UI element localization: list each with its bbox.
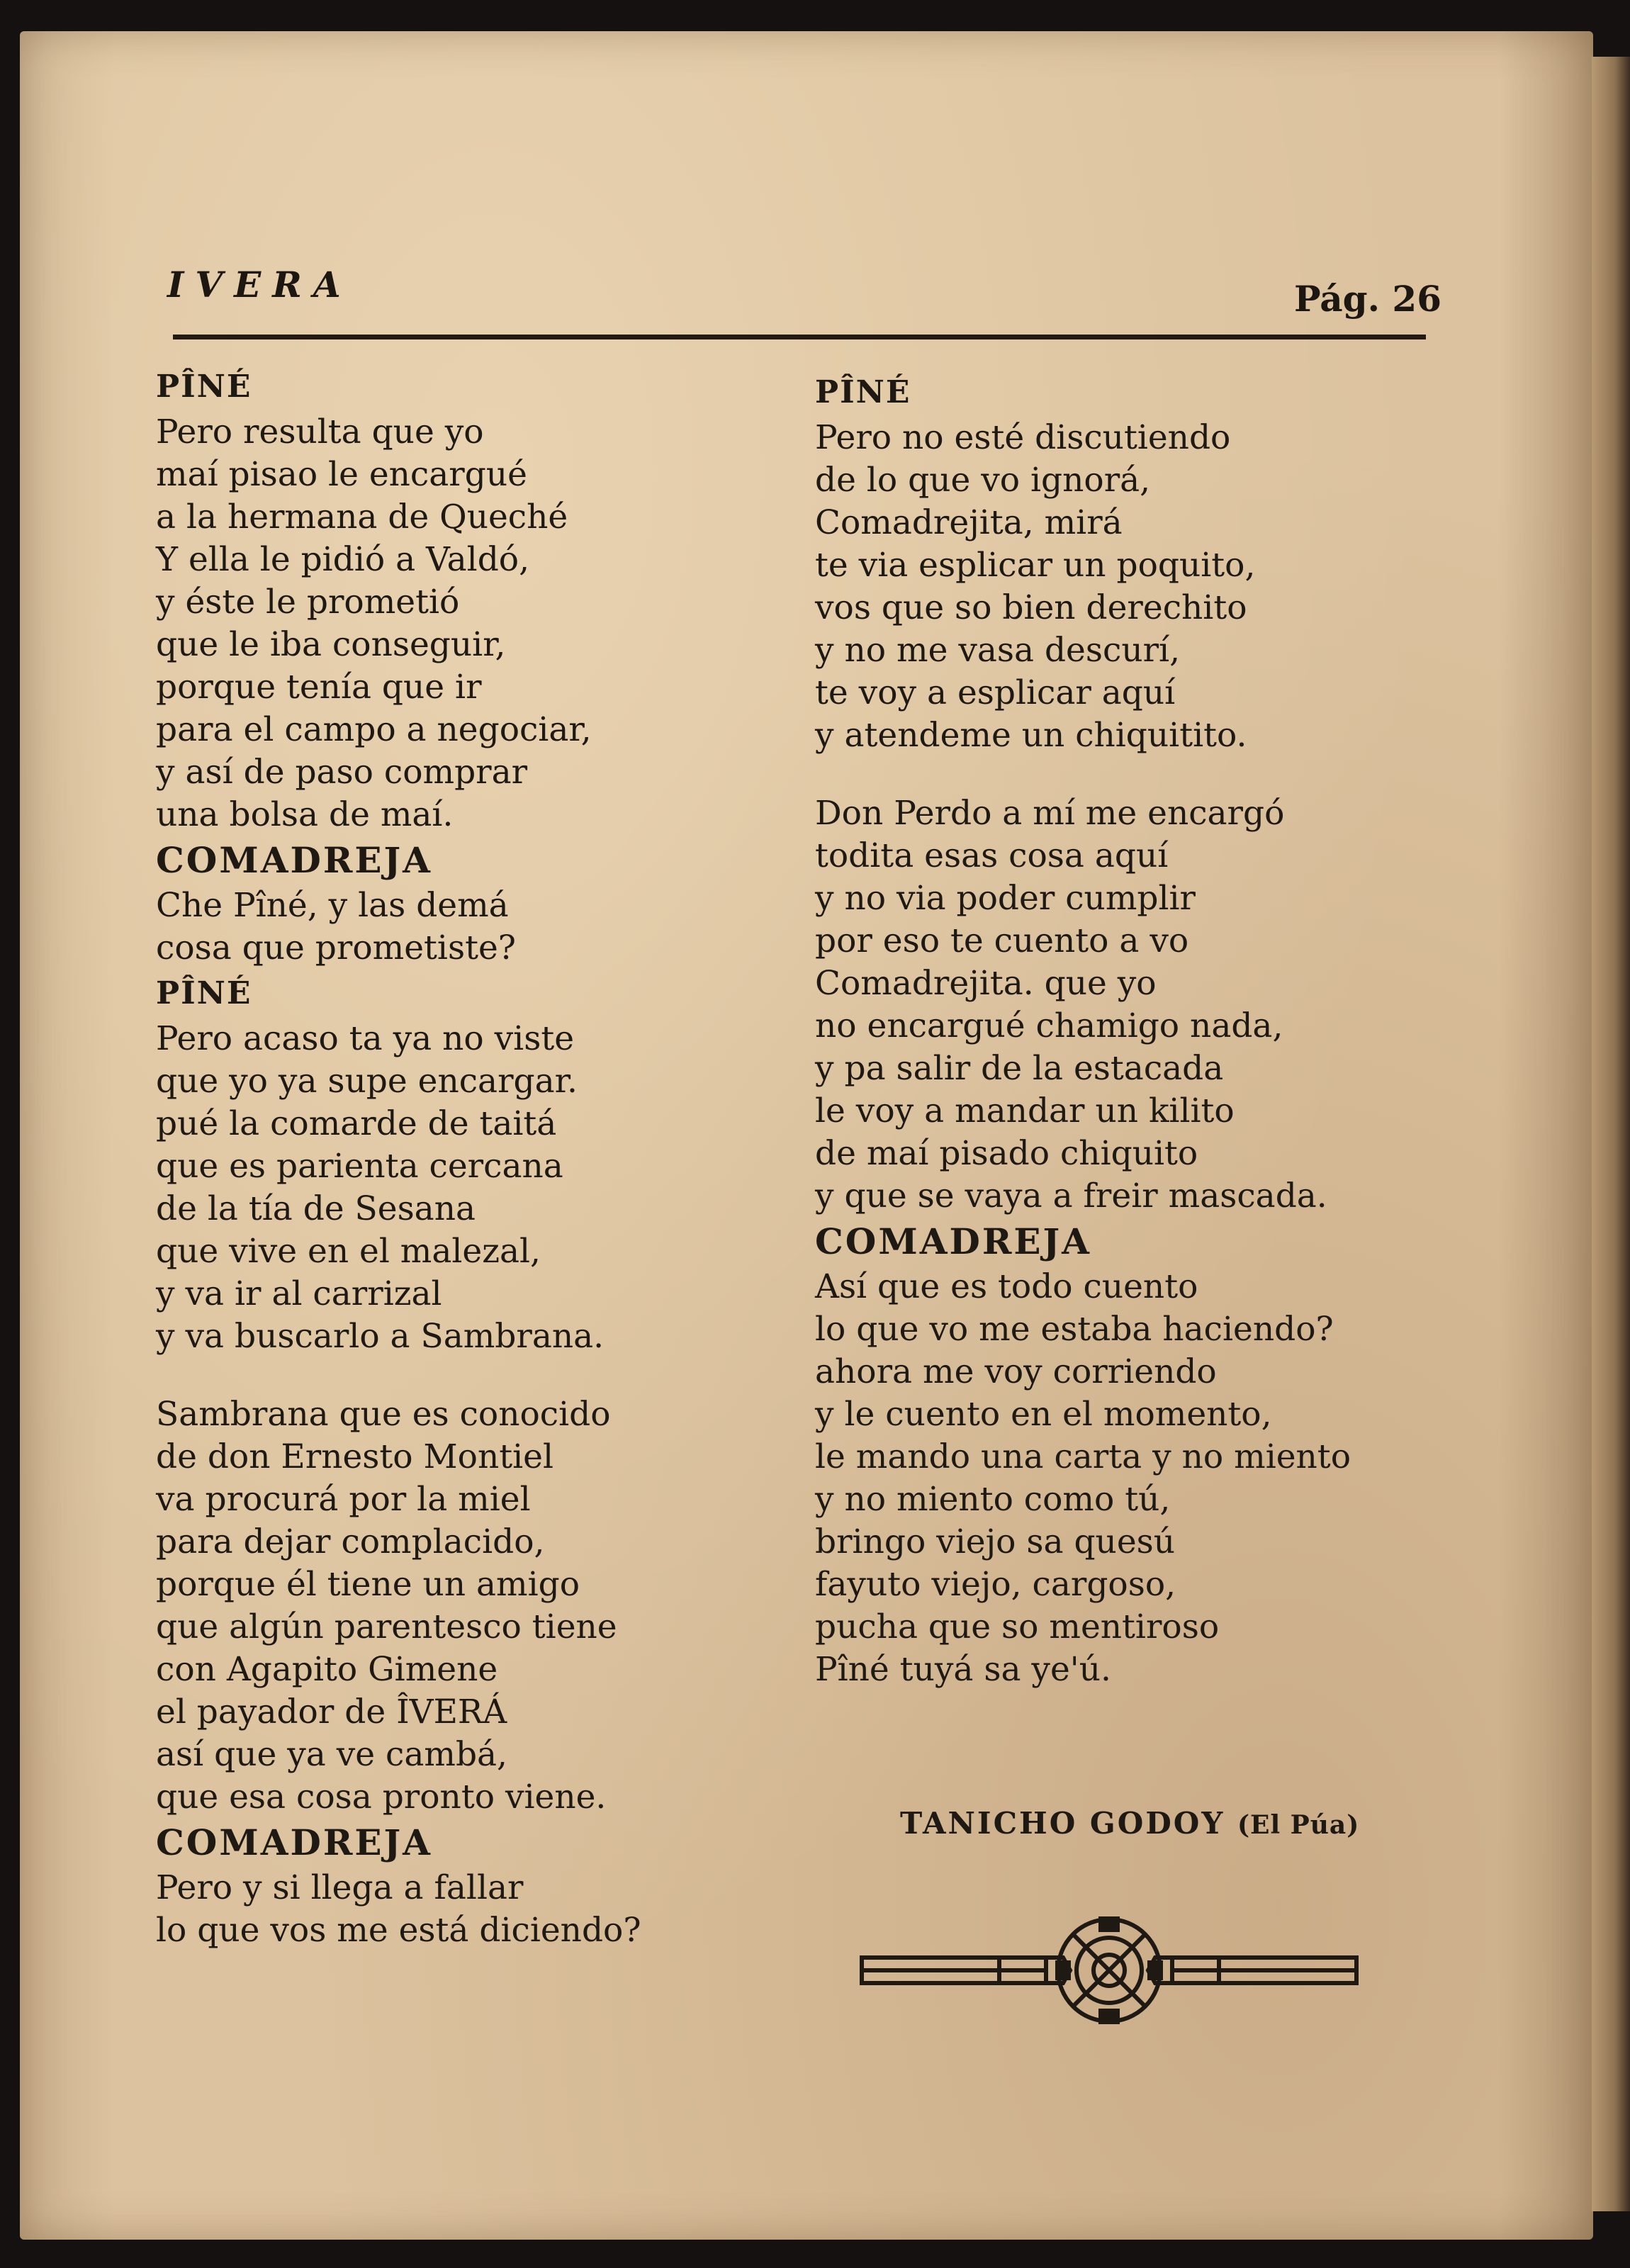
decorative-ornament [858, 1914, 1361, 2027]
verse-line: y le cuento en el momento, [815, 1395, 1272, 1434]
verse-line: ahora me voy corriendo [815, 1352, 1217, 1391]
verse-line: de don Ernesto Montiel [156, 1437, 553, 1476]
verse-line: y no via poder cumplir [815, 879, 1196, 918]
verse-line: pué la comarde de taitá [156, 1104, 557, 1143]
verse-line: Pero acaso ta ya no viste [156, 1019, 575, 1058]
author-signature [900, 1806, 1359, 1841]
verse-line: que algún parentesco tiene [156, 1607, 617, 1646]
speaker-pi-ne: PÎNÉ [156, 369, 252, 405]
verse-line: lo que vo me estaba haciendo? [815, 1310, 1334, 1349]
verse-line: de lo que vo ignorá, [815, 461, 1151, 500]
verse-line: Comadrejita, mirá [815, 503, 1123, 542]
verse-line: así que ya ve cambá, [156, 1735, 508, 1774]
verse-line: Pero no esté discutiendo [815, 418, 1231, 457]
page-number: Pág. 26 [1294, 278, 1442, 320]
verse-line: Pîné tuyá sa ye'ú. [815, 1650, 1111, 1689]
verse-line: cosa que prometiste? [156, 928, 516, 967]
verse-line: por eso te cuento a vo [815, 921, 1189, 960]
verse-line: que vive en el malezal, [156, 1232, 541, 1271]
verse-line: con Agapito Gimene [156, 1650, 498, 1689]
verse-line: para dejar complacido, [156, 1522, 545, 1561]
verse-line: Y ella le pidió a Valdó, [156, 540, 530, 579]
speaker-pi-ne: PÎNÉ [815, 374, 911, 410]
verse-line: va procurá por la miel [156, 1480, 531, 1519]
verse-line: porque él tiene un amigo [156, 1565, 580, 1604]
verse-line: y pa salir de la estacada [815, 1049, 1224, 1088]
verse-line: vos que so bien derechito [815, 588, 1247, 627]
verse-line: que yo ya supe encargar. [156, 1062, 578, 1101]
verse-line: lo que vos me está diciendo? [156, 1911, 641, 1950]
stanza-break [156, 1358, 695, 1393]
verse-line: pucha que so mentiroso [815, 1607, 1220, 1646]
verse-line: le mando una carta y no miento [815, 1437, 1351, 1476]
verse-line: Che Pîné, y las demá [156, 886, 509, 925]
verse-line: Pero y si llega a fallar [156, 1868, 524, 1907]
verse-line: y va ir al carrizal [156, 1274, 442, 1313]
verse-line: y así de paso comprar [156, 753, 528, 792]
right-column [815, 369, 1432, 1691]
verse-line: una bolsa de maí. [156, 795, 454, 834]
verse-line: de maí pisado chiquito [815, 1134, 1198, 1173]
verse-line: todita esas cosa aquí [815, 836, 1169, 875]
verse-line: a la hermana de Queché [156, 498, 568, 537]
verse-line: y no miento como tú, [815, 1480, 1171, 1519]
author-name: TANICHO GODOY [900, 1806, 1225, 1841]
verse-line: que le iba conseguir, [156, 625, 506, 664]
verse-line: te voy a esplicar aquí [815, 673, 1176, 712]
verse-line: y atendeme un chiquitito. [815, 716, 1247, 755]
verse-line: maí pisao le encargué [156, 455, 527, 494]
header-rule [173, 335, 1426, 339]
verse-line: y que se vaya a freir mascada. [815, 1177, 1327, 1216]
verse-line: de la tía de Sesana [156, 1189, 476, 1228]
speaker-pi-ne: PÎNÉ [156, 975, 252, 1011]
author-nickname: (El Púa) [1237, 1810, 1360, 1840]
left-column [156, 363, 695, 1952]
verse-line: y va buscarlo a Sambrana. [156, 1317, 605, 1356]
verse-line: no encargué chamigo nada, [815, 1006, 1283, 1045]
verse-line: bringo viejo sa quesú [815, 1522, 1176, 1561]
next-page-edge [1592, 57, 1630, 2211]
verse-line: que esa cosa pronto viene. [156, 1778, 607, 1817]
verse-line: que es parienta cercana [156, 1147, 563, 1186]
verse-line: para el campo a negociar, [156, 710, 592, 749]
verse-line: y no me vasa descurí, [815, 631, 1181, 670]
verse-line: Don Perdo a mí me encargó [815, 794, 1285, 833]
speaker-comadreja: COMADREJA [156, 1821, 432, 1863]
verse-line: y éste le prometió [156, 583, 460, 622]
verse-line: Comadrejita. que yo [815, 964, 1157, 1003]
verse-line: fayuto viejo, cargoso, [815, 1565, 1176, 1604]
speaker-comadreja: COMADREJA [156, 839, 432, 881]
stanza-break [815, 757, 1432, 792]
verse-line: el payador de ÎVERÁ [156, 1692, 507, 1731]
verse-line: porque tenía que ir [156, 668, 482, 707]
verse-line: te via esplicar un poquito, [815, 546, 1256, 585]
magazine-title: IVERA [167, 264, 352, 305]
verse-line: le voy a mandar un kilito [815, 1091, 1235, 1130]
verse-line: Sambrana que es conocido [156, 1395, 611, 1434]
verse-line: Pero resulta que yo [156, 412, 484, 451]
verse-line: Así que es todo cuento [815, 1267, 1198, 1306]
speaker-comadreja: COMADREJA [815, 1220, 1091, 1262]
